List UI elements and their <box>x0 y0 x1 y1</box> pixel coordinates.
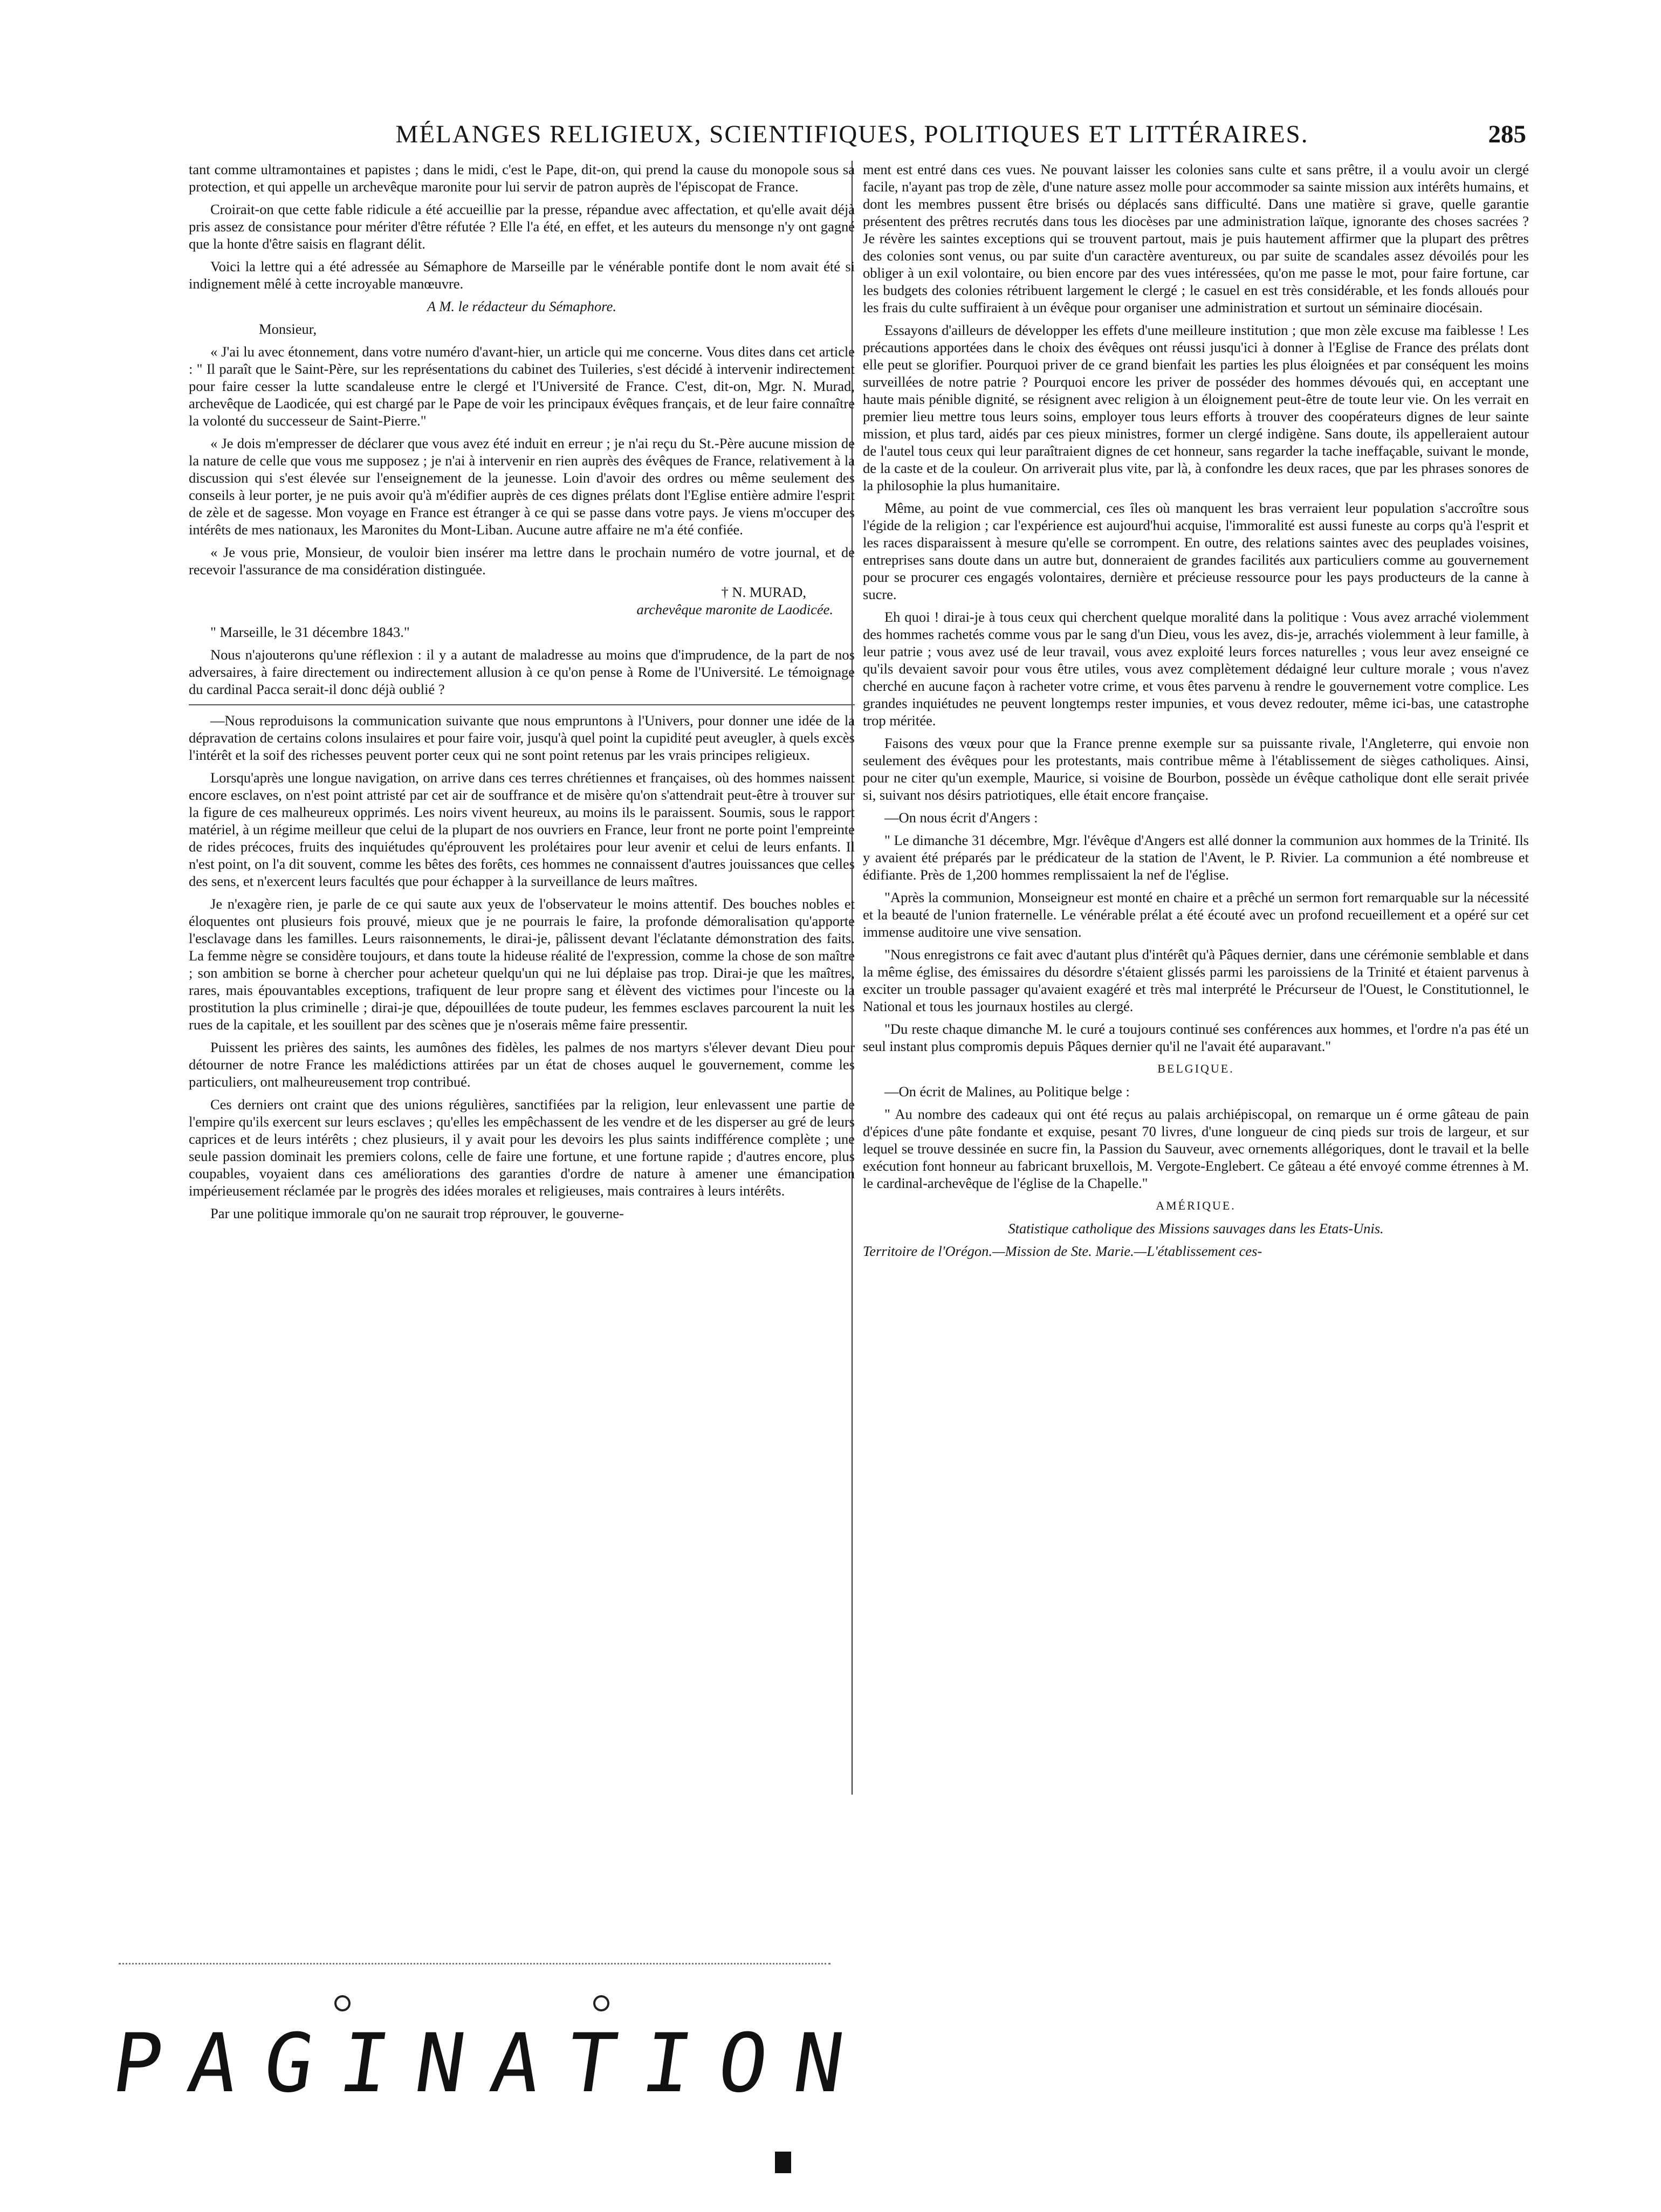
circle-mark <box>593 1995 609 2011</box>
page-header <box>178 120 1526 152</box>
paragraph: "Du reste chaque dimanche M. le curé a toujours continué ses conférences aux hommes, et l'ordre n'a pas été un seul instant plus compromis depuis Pâques dernier qu'il ne l'avait été auparavant." <box>863 1021 1529 1054</box>
paragraph: Eh quoi ! dirai-je à tous ceux qui cherchent quelque moralité dans la politique : Vous avez arraché violemment des hommes rachetés comme vous par le sang d'un Dieu, vous les avez, dis-je, arrachés violemment à leur famille, à leur patrie ; vous avez usé de leur travail, vous avez exploité leurs forces naturelles ; vous leur avez enseigné ce qu'ils devaient savoir pour vous être utiles, vous avez complètement dédaigné leur culture morale ; vous n'avez cherché en aucune façon à racheter votre crime, et vous êtes parvenu à rendre le gouvernement votre complice. Les grandes inquiétudes ne peuvent longtemps rester impunies, et vous devez redouter, même ici-bas, une catastrophe trop méritée. <box>863 609 1529 729</box>
page-number: 285 <box>1488 120 1526 148</box>
paragraph: Croirait-on que cette fable ridicule a été accueillie par la presse, répandue avec affectation, et qu'elle avait déjà pris assez de consistance pour mériter d'être réfutée ? Elle l'a été, en effet, et les auteurs du mensonge n'y ont gagné que la honte d'être saisis en flagrant délit. <box>189 201 855 252</box>
paragraph: « Je vous prie, Monsieur, de vouloir bien insérer ma lettre dans le prochain numéro de votre journal, et de recevoir l'assurance de ma considération distinguée. <box>189 544 855 578</box>
separator <box>189 704 855 705</box>
paragraph: Puissent les prières des saints, les aumônes des fidèles, les palmes de nos martyrs s'élever devant Dieu pour détourner de notre France les malédictions attirées par un état de choses auquel le gouvernement, comme les particuliers, ont malheureusement trop contribué. <box>189 1039 855 1090</box>
journal-title: MÉLANGES RELIGIEUX, SCIENTIFIQUES, POLITIQUES ET LITTÉRAIRES. <box>395 120 1309 148</box>
paragraph: « J'ai lu avec étonnement, dans votre numéro d'avant-hier, un article qui me concerne. Vous dites dans cet article : " Il paraît que le Saint-Père, sur les représentations du cabinet des Tuileries, s'est décidé à intervenir indirectement pour faire cesser la lutte scandaleuse entre le clergé et l'Université de France. C'est, dit-on, Mgr. N. Murad, archevêque de Laodicée, qui est chargé par le Pape de voir les principaux évêques français, et de leur faire connaître la volonté du successeur de Saint-Pierre." <box>189 344 855 429</box>
paragraph: Essayons d'ailleurs de développer les effets d'une meilleure institution ; que mon zèle excuse ma faiblesse ! Les précautions apportées dans le choix des évêques ont réussi jusqu'ici à donner à l'Eglise de France des prélats dont elle peut se glorifier. Pourquoi priver de ce grand bienfait les parties les plus éloignées et par conséquent les moins surveillées de notre patrie ? Pourquoi encore les priver de posséder des hommes dévoués qui, en acceptant une haute mais pénible dignité, se résignent avec religion à un éloignement peut-être de toute leur vie. On les verrait en premier lieu mettre tous leurs soins, employer tous leurs efforts à trouver des coopérateurs dignes de leur sainte mission, et plus tard, aidés par ces pieux ministres, former un clergé indigène. Sans doute, ils appelleraient autour de l'autel tous ceux qui leur paraîtraient dignes de cet honneur, sans regarder la tache ineffaçable, suivant le monde, de la caste et de la couleur. On arriverait plus vite, par là, à confondre les deux races, que par les phrases sonores de la philosophie la plus humanitaire. <box>863 322 1529 493</box>
paragraph: Lorsqu'après une longue navigation, on arrive dans ces terres chrétiennes et françaises, où des hommes naissent encore esclaves, on n'est point attristé par cet air de souffrance et de misère qu'on s'attendrait peut-être à trouver sur la figure de ces malheureux opprimés. Les noirs vivent heureux, au moins ils le paraissent. Soumis, sous le rapport matériel, à un régime meilleur que celui de la plupart de nos ouvriers en France, leur front ne porte point l'empreinte de rides précoces, fruits des inquiétudes qu'éprouvent les prolétaires pour leur avenir et celui de leurs enfants. Il n'est point, on l'a dit souvent, comme les bêtes des forêts, ces hommes ne connaissent d'autres jouissances que celles des sens, et n'exercent leurs facultés que pour échapper à la surveillance de leurs maîtres. <box>189 770 855 889</box>
section-heading: BELGIQUE. <box>1157 1062 1234 1075</box>
signature: † N. MURAD, <box>721 584 806 600</box>
paragraph: —Nous reproduisons la communication suivante que nous empruntons à l'Univers, pour donner une idée de la dépravation de certains colons insulaires et pour faire voir, jusqu'à quel point la cupidité peut aveugler, à quels excès l'intérêt et la soif des richesses peuvent porter ceux qui ne sont point retenus par les vrais principes religieux. <box>189 712 855 763</box>
paragraph: Voici la lettre qui a été adressée au Sémaphore de Marseille par le vénérable pontife dont le nom avait été si indignement mêlé à cette incroyable manœuvre. <box>189 258 855 292</box>
paragraph: Par une politique immorale qu'on ne saurait trop réprouver, le gouverne- <box>210 1205 624 1221</box>
right-column <box>863 161 1529 1265</box>
paragraph: Faisons des vœux pour que la France prenne exemple sur sa puissante rivale, l'Angleterre, qui envoie non seulement des évêques pour les protestants, mais contribue même à l'établissement de sièges catholiques. Ainsi, pour ne citer qu'un exemple, Maurice, si voisine de Bourbon, possède un évêque catholique dont elle serait privée si, suivant nos désirs patriotiques, elle était encore française. <box>863 735 1529 803</box>
paragraph: "Nous enregistrons ce fait avec d'autant plus d'intérêt qu'à Pâques dernier, dans une cérémonie semblable et dans la même église, des émissaires du désordre s'étaient glissés parmi les paroissiens de la Trinité et étaient parvenus à exciter un trouble passager qu'avaient exagéré et très mal interprété le Précurseur de l'Ouest, le Constitutionnel, le National et tous les journaux hostiles au clergé. <box>863 946 1529 1014</box>
paragraph: Territoire de l'Orégon.—Mission de Ste. Marie.—L'établissement ces- <box>863 1243 1262 1259</box>
letter-heading: A M. le rédacteur du Sémaphore. <box>427 298 617 314</box>
paragraph: ment est entré dans ces vues. Ne pouvant laisser les colonies sans culte et sans prêtre, il a voulu avoir un clergé facile, n'ayant pas trop de zèle, d'une nature assez molle pour accommoder sa sainte mission aux intérêts humains, et dont les membres pussent être brisés ou déplacés sans difficulté. Dans une matière si grave, quelle garantie présentent des prêtres recrutés dans tous les diocèses par une administration laïque, ignorante des choses sacrées ? Je révère les saintes exceptions qui se trouvent partout, mais je puis hautement affirmer que la plupart des prêtres des colonies sont venus, ou par suite d'un caractère aventureux, ou par suite de scandales assez dévoilés pour les obliger à un exil volontaire, ou bien encore par des vues intéressées, qu'on me passe le mot, pour faire fortune, car les budgets des colonies rétribuent largement le clergé ; le casuel en est très considérable, et les fonds alloués pour les frais du culte suffiraient à un évêque pour organiser une administration et surtout un séminaire diocésain. <box>863 161 1529 315</box>
paragraph: Nous n'ajouterons qu'une réflexion : il y a autant de maladresse au moins que d'imprudence, de la part de nos adversaires, à faire directement ou indirectement allusion à ce qu'on pense à Rome de l'Université. Le témoignage du cardinal Pacca serait-il donc déjà oublié ? <box>189 647 855 697</box>
paragraph: Même, au point de vue commercial, ces îles où manquent les bras verraient leur population s'accroître sous l'égide de la religion ; car l'expérience est aujourd'hui acquise, l'immoralité est aussi funeste au corps qu'à l'esprit et les races disparaissent à mesure qu'elle se corrompent. En outre, des relations saintes avec des peuplades voisines, entreprises sans doute dans un autre but, donneraient de grandes facilités aux particuliers comme au gouvernement pour se procurer ces engagés volontaires, dernière et précieuse ressource pour les pays producteurs de la canne à sucre. <box>863 500 1529 602</box>
paragraph: "Après la communion, Monseigneur est monté en chaire et a prêché un sermon fort remarquable sur la nécessité et la beauté de l'union fraternelle. Le vénérable prélat a été écouté avec un profond recueillement et a opéré sur cet immense auditoire une vive sensation. <box>863 889 1529 940</box>
paragraph: " Le dimanche 31 décembre, Mgr. l'évêque d'Angers est allé donner la communion aux hommes de la Trinité. Ils y avaient été préparés par le prédicateur de la station de l'Avent, le P. Rivier. La communion a été nombreuse et édifiante. Près de 1,200 hommes remplissaient la nef de l'église. <box>863 832 1529 883</box>
paragraph: —On nous écrit d'Angers : <box>884 809 1038 826</box>
paragraph: Je n'exagère rien, je parle de ce qui saute aux yeux de l'observateur le moins attentif. Des bouches nobles et éloquentes ont plusieurs fois prouvé, mieux que je ne pourrais le faire, la profonde démoralisation qu'apporte l'esclavage dans les familles. Leurs raisonnements, le dirai-je, pâlissent devant l'éclatante démonstration des faits. La femme nègre se considère toujours, et dans toute la hideuse réalité de l'expression, comme la chose de son maître ; son ambition se borne à chercher pour acheteur quelqu'un qui ne lui déplaise pas trop. Dirai-je que les maîtres, rares, mais épouvantables exceptions, trafiquent de leur propre sang et élèvent des victimes pour l'inceste ou la prostitution la plus criminelle ; dirai-je que, dépouillées de toute pudeur, les femmes esclaves parcourent la nuit les rues de la capitale, et les souillent par des scènes que je n'oserais même faire pressentir. <box>189 896 855 1033</box>
black-mark <box>775 2152 791 2173</box>
paragraph: —On écrit de Malines, au Politique belge : <box>884 1083 1130 1100</box>
signature-title: archevêque maronite de Laodicée. <box>636 601 833 617</box>
subheading: Statistique catholique des Missions sauvages dans les Etats-Unis. <box>1008 1220 1384 1236</box>
paragraph: Ces derniers ont craint que des unions régulières, sanctifiées par la religion, leur enlevassent une partie de l'empire qu'ils exercent sur leurs esclaves ; qu'elles les empêchassent de les vendre et de les disperser au gré de leurs caprices et de leurs intérêts ; chez plusieurs, il y avait pour les devoirs les plus saints indifférence complète ; une seule passion dominait les premiers colons, celle de faire une fortune, et une fortune rapide ; d'autres encore, plus coupables, voyaient dans ces améliorations des garanties d'ordre de nature à amener une émancipation impérieusement réclamée par le progrès des idées morales et religieuses, mais contraires à leurs intérêts. <box>189 1096 855 1199</box>
pagination-stamp: PAGINATION <box>106 2017 877 2111</box>
salutation: Monsieur, <box>259 321 317 337</box>
paragraph: « Je dois m'empresser de déclarer que vous avez été induit en erreur ; je n'ai reçu du St.-Père aucune mission de la nature de celle que vous me supposez ; je n'ai à intervenir en rien auprès des évêques de France, relativement à la discussion qui s'est élevée sur l'enseignement de la jeunesse. Loin d'avoir des ordres ou même seulement des conseils à leur porter, je ne puis avoir qu'à m'édifier auprès de ces dignes prélats dont l'Eglise entière admire l'esprit de zèle et de sagesse. Mon voyage en France est étranger à ce qui se passe dans votre pays. Je viens m'occuper des intérêts de mes nationaux, les Maronites du Mont-Liban. Aucune autre affaire ne m'a été confiée. <box>189 435 855 538</box>
paragraph: " Au nombre des cadeaux qui ont été reçus au palais archiépiscopal, on remarque un é orme gâteau de pain d'épices d'une pâte fondante et exquise, pesant 70 livres, d'une longueur de cinq pieds sur trois de largeur, et sur lequel se trouve dessinée en sucre fin, la Passion du Sauveur, avec ornements allégoriques, dont le travail et la belle exécution font honneur au fabricant bruxellois, M. Vergote-Englebert. Ce gâteau a été envoyé comme étrennes à M. le cardinal-archevêque de l'église de la Chapelle." <box>863 1106 1529 1191</box>
date-line: " Marseille, le 31 décembre 1843." <box>210 624 410 640</box>
dotted-line <box>119 1963 830 1964</box>
section-heading: AMÉRIQUE. <box>1156 1199 1236 1212</box>
left-column <box>189 161 855 1227</box>
paragraph: tant comme ultramontaines et papistes ; dans le midi, c'est le Pape, dit-on, qui prend la cause du monopole sous sa protection, et qui appelle un archevêque maronite pour lui servir de patron auprès de l'épiscopat de France. <box>189 161 855 195</box>
circle-mark <box>334 1995 351 2011</box>
